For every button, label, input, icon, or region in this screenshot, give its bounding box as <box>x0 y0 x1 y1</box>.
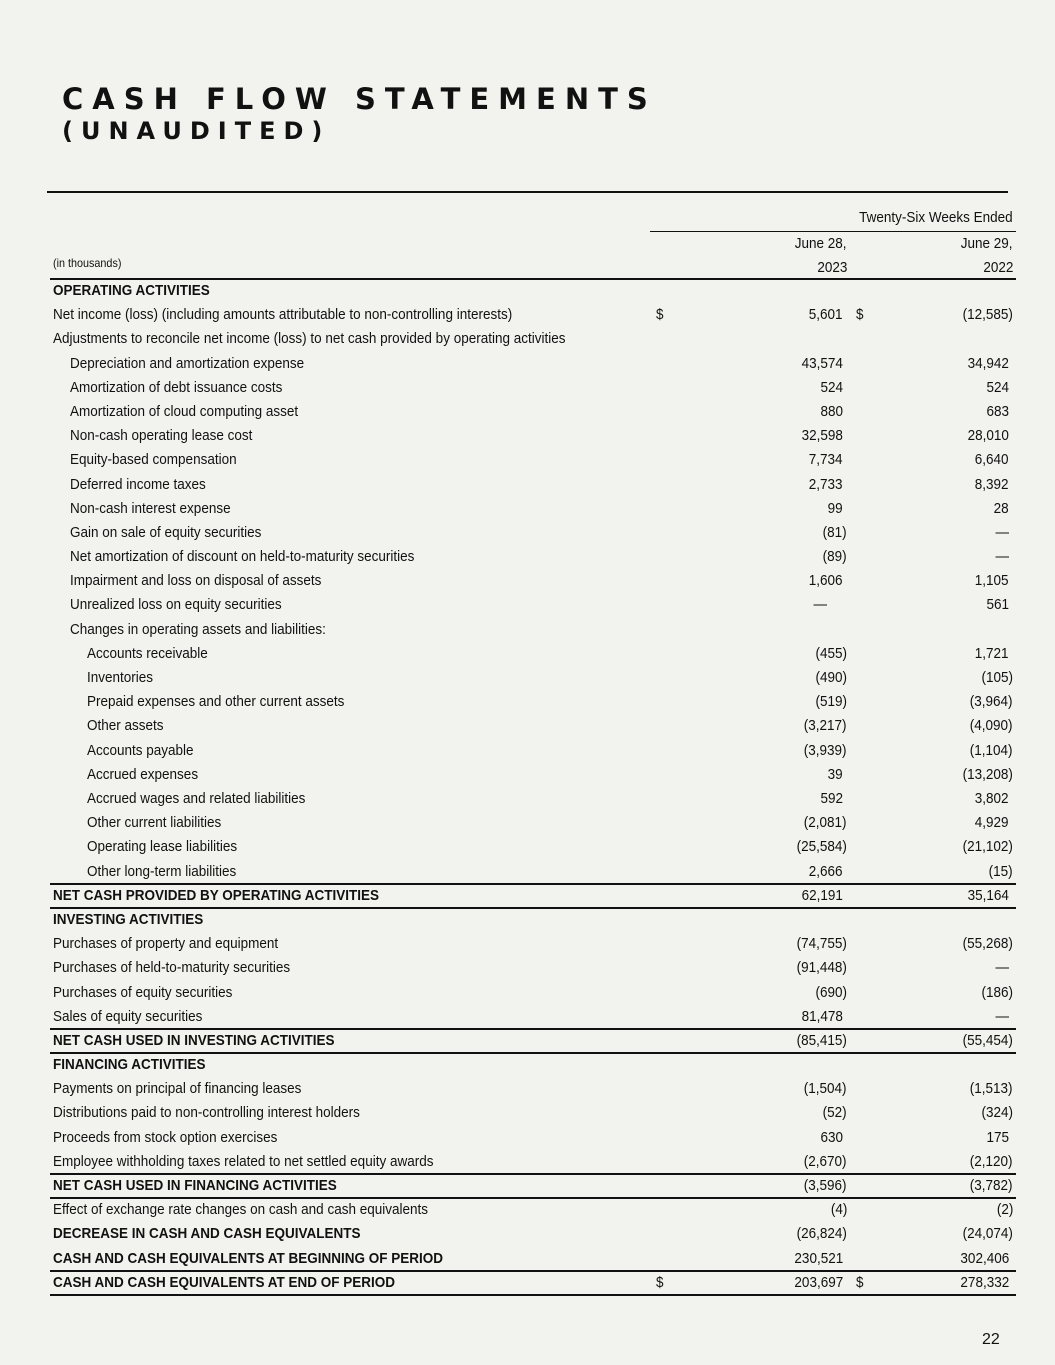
table-row <box>0 763 1055 787</box>
value-2022: 561 <box>986 596 1009 614</box>
value-2022: (12,585) <box>962 306 1013 324</box>
row-label: Net income (loss) (including amounts attributable to non-controlling interests) <box>53 306 513 324</box>
table-row <box>0 642 1055 666</box>
value-2023: (455) <box>815 644 847 662</box>
value-2023: (1,504) <box>804 1080 847 1098</box>
row-label: Sales of equity securities <box>53 1007 203 1025</box>
value-2023: (89) <box>822 548 847 566</box>
row-label: Purchases of property and equipment <box>53 935 279 953</box>
value-2023: (3,217) <box>804 717 847 735</box>
table-row <box>0 400 1055 424</box>
value-2022: 302,406 <box>960 1249 1009 1267</box>
table-row <box>0 1247 1055 1271</box>
value-2023: 524 <box>820 378 843 396</box>
value-2023: (2,081) <box>804 814 847 832</box>
value-2023: (52) <box>822 1104 847 1122</box>
value-2023: 1,606 <box>809 572 843 590</box>
table-row <box>0 545 1055 569</box>
row-label: CASH AND CASH EQUIVALENTS AT END OF PERIOD <box>53 1273 396 1291</box>
row-label: Depreciation and amortization expense <box>70 354 305 372</box>
row-label: DECREASE IN CASH AND CASH EQUIVALENTS <box>53 1225 361 1243</box>
value-2022: 3,802 <box>975 789 1009 807</box>
table-row <box>0 1029 1055 1053</box>
table-row <box>0 424 1055 448</box>
value-2022: (1,513) <box>970 1080 1013 1098</box>
value-2022: (2,120) <box>970 1152 1013 1170</box>
value-2022: (186) <box>981 983 1013 1001</box>
value-2023: (3,939) <box>804 741 847 759</box>
value-2023: (690) <box>815 983 847 1001</box>
table-row <box>0 714 1055 738</box>
row-label: Prepaid expenses and other current assets <box>87 693 345 711</box>
table-row <box>0 956 1055 980</box>
row-label: Accounts payable <box>87 741 194 759</box>
period-header: Twenty-Six Weeks Ended <box>859 209 1013 226</box>
value-2022: (24,074) <box>962 1225 1013 1243</box>
row-label: Effect of exchange rate changes on cash and cash equivalents <box>53 1201 429 1219</box>
currency-symbol: $ <box>656 1273 664 1291</box>
value-2023: (85,415) <box>796 1031 847 1049</box>
table-row <box>0 376 1055 400</box>
value-2023: (81) <box>822 523 847 541</box>
table-row <box>0 981 1055 1005</box>
value-2023: 5,601 <box>809 306 843 324</box>
row-label: Non-cash interest expense <box>70 499 231 517</box>
row-label: Operating lease liabilities <box>87 838 238 856</box>
row-label: Equity-based compensation <box>70 451 237 469</box>
page-subtitle: (UNAUDITED) <box>62 117 331 145</box>
row-label: Other assets <box>87 717 164 735</box>
table-row <box>0 1101 1055 1125</box>
value-2022: 1,105 <box>975 572 1009 590</box>
value-2022: 1,721 <box>975 644 1009 662</box>
value-2023: (519) <box>815 693 847 711</box>
table-row <box>0 860 1055 884</box>
value-2022: (2) <box>996 1201 1013 1219</box>
value-2022: — <box>995 959 1009 977</box>
table-row <box>0 593 1055 617</box>
table-row <box>0 521 1055 545</box>
row-label: Impairment and loss on disposal of assets <box>70 572 322 590</box>
row-label: Accrued wages and related liabilities <box>87 789 306 807</box>
row-label: Other long-term liabilities <box>87 862 237 880</box>
value-2023: (25,584) <box>796 838 847 856</box>
value-2022: (21,102) <box>962 838 1013 856</box>
row-label: Non-cash operating lease cost <box>70 427 253 445</box>
value-2023: 592 <box>820 789 843 807</box>
table-row <box>0 497 1055 521</box>
value-2022: (55,454) <box>962 1031 1013 1049</box>
currency-symbol: $ <box>656 306 664 324</box>
row-label: Gain on sale of equity securities <box>70 523 262 541</box>
table-row <box>0 448 1055 472</box>
table-row <box>0 569 1055 593</box>
value-2022: 28,010 <box>967 427 1009 445</box>
table-row <box>0 666 1055 690</box>
row-label: Purchases of held-to-maturity securities <box>53 959 291 977</box>
row-label: Deferred income taxes <box>70 475 206 493</box>
value-2022: 4,929 <box>975 814 1009 832</box>
table-row <box>0 279 1055 303</box>
value-2022: (13,208) <box>962 765 1013 783</box>
value-2022: — <box>995 548 1009 566</box>
value-2022: 8,392 <box>975 475 1009 493</box>
row-label: Unrealized loss on equity securities <box>70 596 282 614</box>
table-row <box>0 473 1055 497</box>
value-2023: (4) <box>830 1201 847 1219</box>
row-label: Net amortization of discount on held-to-maturity securities <box>70 548 415 566</box>
top-divider <box>47 191 1008 193</box>
col2-date: June 29, <box>961 235 1013 252</box>
value-2023: 2,666 <box>809 862 843 880</box>
table-row <box>0 1150 1055 1174</box>
value-2023: 43,574 <box>801 354 843 372</box>
col1-year: 2023 <box>816 259 847 276</box>
table-row <box>0 303 1055 327</box>
table-row <box>0 690 1055 714</box>
row-label: Proceeds from stock option exercises <box>53 1128 278 1146</box>
value-2023: (3,596) <box>804 1177 847 1195</box>
units-note: (in thousands) <box>53 256 122 270</box>
row-label: Payments on principal of financing leases <box>53 1080 302 1098</box>
value-2023: 230,521 <box>794 1249 843 1267</box>
value-2022: 35,164 <box>967 886 1009 904</box>
table-row <box>0 1222 1055 1246</box>
value-2022: 34,942 <box>967 354 1009 372</box>
row-label: FINANCING ACTIVITIES <box>53 1056 206 1074</box>
row-label: CASH AND CASH EQUIVALENTS AT BEGINNING OF PERIOD <box>53 1249 444 1267</box>
table-row <box>0 835 1055 859</box>
currency-symbol: $ <box>856 1273 864 1291</box>
table-row <box>0 1271 1055 1295</box>
value-2022: 28 <box>993 499 1009 517</box>
row-label: Accrued expenses <box>87 765 199 783</box>
value-2023: 630 <box>820 1128 843 1146</box>
value-2023: 81,478 <box>801 1007 843 1025</box>
table-row <box>0 1005 1055 1029</box>
value-2022: — <box>995 1007 1009 1025</box>
value-2022: (55,268) <box>962 935 1013 953</box>
value-2023: 62,191 <box>801 886 843 904</box>
value-2023: 880 <box>820 402 843 420</box>
value-2022: (324) <box>981 1104 1013 1122</box>
value-2023: 99 <box>827 499 843 517</box>
table-row <box>0 352 1055 376</box>
value-2022: (3,964) <box>970 693 1013 711</box>
table-row <box>0 908 1055 932</box>
col1-date: June 28, <box>795 235 847 252</box>
row-label: OPERATING ACTIVITIES <box>53 282 210 299</box>
value-2022: (3,782) <box>970 1177 1013 1195</box>
row-label: NET CASH USED IN INVESTING ACTIVITIES <box>53 1031 335 1049</box>
value-2022: 6,640 <box>975 451 1009 469</box>
page-number: 22 <box>982 1331 1000 1348</box>
row-label: Amortization of cloud computing asset <box>70 402 299 420</box>
row-label: Amortization of debt issuance costs <box>70 378 283 396</box>
table-row <box>0 1198 1055 1222</box>
currency-symbol: $ <box>856 306 864 324</box>
table-row <box>0 884 1055 908</box>
value-2022: 524 <box>986 378 1009 396</box>
table-row <box>0 932 1055 956</box>
table-row <box>0 327 1055 351</box>
table-row <box>0 1126 1055 1150</box>
value-2022: (15) <box>988 862 1013 880</box>
value-2023: 7,734 <box>809 451 843 469</box>
table-row <box>0 739 1055 763</box>
value-2023: 39 <box>827 765 843 783</box>
table-row <box>0 1053 1055 1077</box>
row-label: Adjustments to reconcile net income (loss) to net cash provided by operating activities <box>53 330 566 348</box>
row-label: NET CASH PROVIDED BY OPERATING ACTIVITIES <box>53 886 380 904</box>
row-label: Distributions paid to non-controlling interest holders <box>53 1104 360 1122</box>
value-2023: (74,755) <box>796 935 847 953</box>
value-2023: (490) <box>815 669 847 687</box>
value-2022: — <box>995 523 1009 541</box>
page-title: CASH FLOW STATEMENTS <box>62 82 657 116</box>
value-2023: (2,670) <box>804 1152 847 1170</box>
value-2023: 2,733 <box>809 475 843 493</box>
row-rule <box>50 1294 1016 1296</box>
value-2022: (1,104) <box>970 741 1013 759</box>
row-label: Other current liabilities <box>87 814 222 832</box>
period-underline <box>650 231 1016 232</box>
value-2022: 278,332 <box>960 1273 1009 1291</box>
row-label: Inventories <box>87 669 154 687</box>
table-row <box>0 1174 1055 1198</box>
table-row <box>0 1077 1055 1101</box>
value-2023: 32,598 <box>801 427 843 445</box>
table-row <box>0 787 1055 811</box>
value-2022: (4,090) <box>970 717 1013 735</box>
row-label: Purchases of equity securities <box>53 983 233 1001</box>
row-label: Changes in operating assets and liabilities: <box>70 620 326 638</box>
value-2022: (105) <box>981 669 1013 687</box>
table-row <box>0 618 1055 642</box>
row-label: Employee withholding taxes related to net settled equity awards <box>53 1152 434 1170</box>
row-label: Accounts receivable <box>87 644 208 662</box>
value-2023: (26,824) <box>796 1225 847 1243</box>
col2-year: 2022 <box>982 259 1013 276</box>
row-label: NET CASH USED IN FINANCING ACTIVITIES <box>53 1177 337 1195</box>
value-2022: 175 <box>986 1128 1009 1146</box>
value-2022: 683 <box>986 402 1009 420</box>
value-2023: — <box>813 596 827 614</box>
row-label: INVESTING ACTIVITIES <box>53 910 204 928</box>
value-2023: 203,697 <box>794 1273 843 1291</box>
value-2023: (91,448) <box>796 959 847 977</box>
table-row <box>0 811 1055 835</box>
